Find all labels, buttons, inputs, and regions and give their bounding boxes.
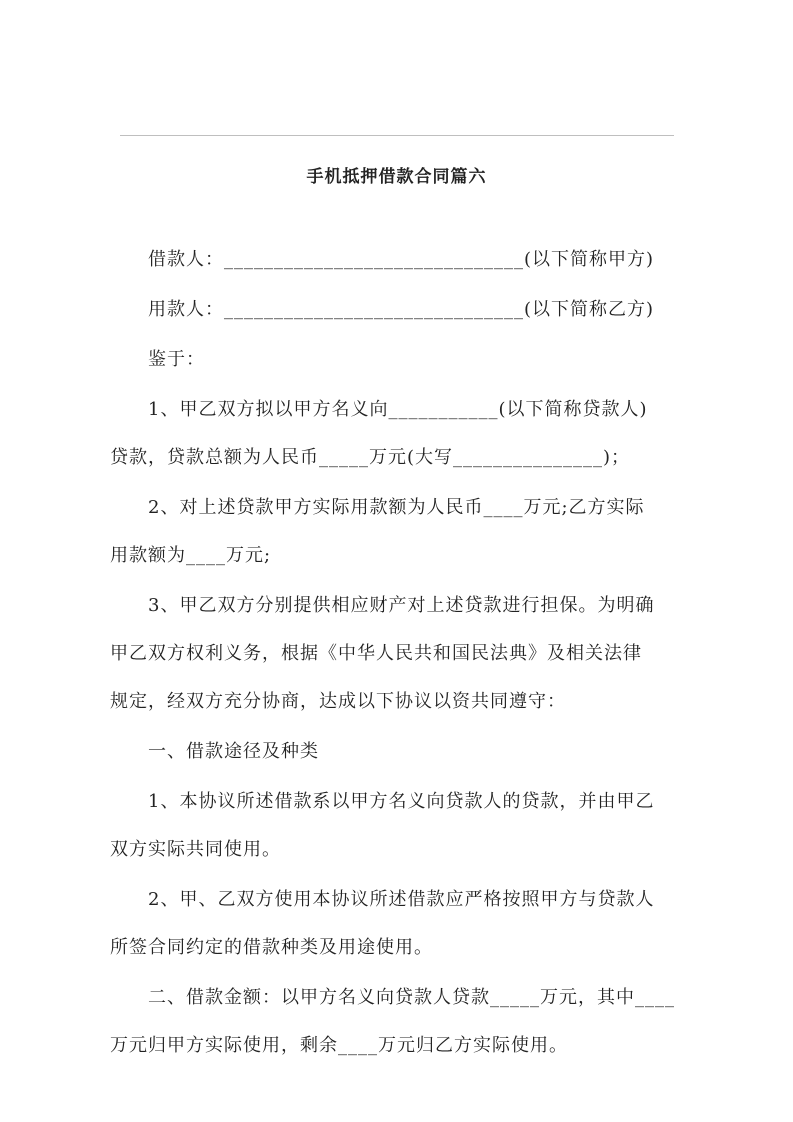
paragraph-line: 双方实际共同使用。	[110, 839, 281, 860]
paragraph-line: 3、甲乙双方分别提供相应财产对上述贷款进行担保。为明确	[148, 595, 655, 616]
paragraph-line: 借款人：______________________________(以下简称甲方)	[148, 249, 655, 270]
paragraph-line: 2、对上述贷款甲方实际用款额为人民币____万元;乙方实际	[148, 497, 645, 518]
section-heading: 一、借款途径及种类	[148, 741, 319, 762]
paragraph-line: 万元归甲方实际使用，剩余____万元归乙方实际使用。	[110, 1035, 568, 1056]
document-title: 手机抵押借款合同篇六	[306, 167, 487, 187]
paragraph-line: 所签合同约定的借款种类及用途使用。	[110, 937, 433, 958]
paragraph-line: 甲乙双方权利义务，根据《中华人民共和国民法典》及相关法律	[110, 643, 642, 664]
document-body	[110, 236, 675, 1070]
paragraph-line: 1、甲乙双方拟以甲方名义向___________(以下简称贷款人)	[148, 399, 648, 420]
paragraph-line: 2、甲、乙双方使用本协议所述借款应严格按照甲方与贷款人	[148, 889, 655, 910]
paragraph-line: 用款额为____万元;	[110, 545, 272, 566]
paragraph-line: 1、本协议所述借款系以甲方名义向贷款人的贷款，并由甲乙	[148, 791, 655, 812]
paragraph-line: 二、借款金额：以甲方名义向贷款人贷款_____万元，其中____	[148, 987, 675, 1008]
paragraph-line: 规定，经双方充分协商，达成以下协议以资共同遵守：	[110, 691, 566, 712]
header-rule	[120, 135, 674, 136]
paragraph-line: 用款人：______________________________(以下简称乙方)	[148, 299, 655, 320]
paragraph-line: 鉴于：	[148, 349, 205, 370]
paragraph-line: 贷款，贷款总额为人民币_____万元(大写_______________)；	[110, 447, 631, 468]
